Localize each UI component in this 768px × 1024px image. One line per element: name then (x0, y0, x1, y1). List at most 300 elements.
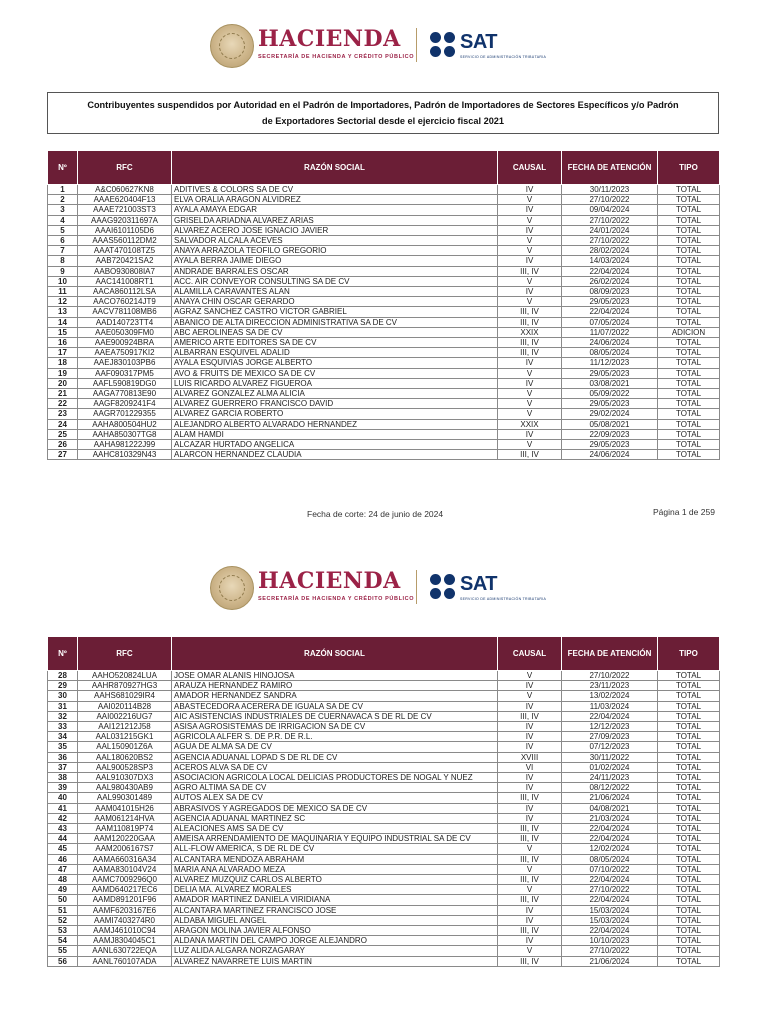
table-row (48, 926, 720, 936)
cell-rfc: AAMF6203167E6 (78, 905, 172, 915)
report-title-line2: de Exportadores Sectorial desde el ejercicio fiscal 2021 (261, 116, 505, 126)
cell-causal: IV (498, 813, 562, 823)
table-row (48, 358, 720, 368)
cell-no: 54 (48, 936, 78, 946)
table-row (48, 287, 720, 297)
mexico-seal-icon (210, 566, 254, 610)
cell-no: 40 (48, 793, 78, 803)
table-row (48, 915, 720, 925)
table-row (48, 711, 720, 721)
cell-rfc: AAMC7009296Q0 (78, 875, 172, 885)
cell-causal: III, IV (498, 266, 562, 276)
cell-razon: ANAYA ARRAZOLA TEOFILO GREGORIO (172, 246, 498, 256)
cell-tipo: TOTAL (658, 389, 720, 399)
col-header-fecha: FECHA DE ATENCIÓN (562, 637, 658, 671)
cell-causal: III, IV (498, 307, 562, 317)
cell-fecha: 08/12/2022 (562, 783, 658, 793)
cell-fecha: 09/04/2024 (562, 205, 658, 215)
cell-razon: AGUA DE ALMA SA DE CV (172, 742, 498, 752)
cell-rfc: AAI020114B28 (78, 701, 172, 711)
cell-no: 17 (48, 348, 78, 358)
suspended-taxpayers-table-page1 (47, 150, 720, 460)
cell-causal: IV (498, 915, 562, 925)
cell-tipo: TOTAL (658, 348, 720, 358)
cell-causal: IV (498, 722, 562, 732)
cell-fecha: 24/06/2024 (562, 338, 658, 348)
cell-no: 5 (48, 225, 78, 235)
cell-fecha: 27/10/2022 (562, 885, 658, 895)
page2-logo-bar (0, 562, 768, 622)
cell-razon: ANDRADE BARRALES OSCAR (172, 266, 498, 276)
cell-tipo: TOTAL (658, 215, 720, 225)
cell-fecha: 08/05/2024 (562, 348, 658, 358)
cell-fecha: 24/01/2024 (562, 225, 658, 235)
cell-no: 49 (48, 885, 78, 895)
cell-razon: ALAM HAMDI (172, 429, 498, 439)
cell-no: 16 (48, 338, 78, 348)
table-row (48, 803, 720, 813)
cell-fecha: 07/10/2022 (562, 864, 658, 874)
cell-rfc: AAD140723TT4 (78, 317, 172, 327)
table-row (48, 215, 720, 225)
col-header-razon: RAZÓN SOCIAL (172, 637, 498, 671)
cell-causal: IV (498, 429, 562, 439)
table-row (48, 429, 720, 439)
suspended-taxpayers-table-page2 (47, 636, 720, 967)
cell-rfc: AAMA660316A34 (78, 854, 172, 864)
table-row (48, 946, 720, 956)
cell-tipo: TOTAL (658, 338, 720, 348)
cell-razon: ALEJANDRO ALBERTO ALVARADO HERNANDEZ (172, 419, 498, 429)
table-row (48, 681, 720, 691)
cell-causal: V (498, 368, 562, 378)
cell-causal: III, IV (498, 834, 562, 844)
cell-causal: V (498, 844, 562, 854)
col-header-rfc: RFC (78, 151, 172, 185)
cell-no: 21 (48, 389, 78, 399)
cell-fecha: 29/05/2023 (562, 297, 658, 307)
cell-rfc: AAL900528SP3 (78, 762, 172, 772)
cell-rfc: AAM110819P74 (78, 824, 172, 834)
cell-fecha: 29/05/2023 (562, 399, 658, 409)
table-row (48, 864, 720, 874)
cell-tipo: TOTAL (658, 256, 720, 266)
table-row (48, 956, 720, 966)
cell-razon: ASOCIACION AGRICOLA LOCAL DELICIAS PRODUCTORES DE NOGAL Y NUEZ (172, 773, 498, 783)
cell-fecha: 22/04/2024 (562, 895, 658, 905)
cell-tipo: TOTAL (658, 287, 720, 297)
cell-causal: III, IV (498, 956, 562, 966)
cell-no: 12 (48, 297, 78, 307)
table-row (48, 450, 720, 460)
cell-causal: V (498, 276, 562, 286)
cell-rfc: AACO760214JT9 (78, 297, 172, 307)
table-row (48, 671, 720, 681)
logo-divider (416, 28, 417, 62)
cell-causal: IV (498, 936, 562, 946)
table-row (48, 813, 720, 823)
cell-causal: IV (498, 681, 562, 691)
cell-rfc: A&C060627KN8 (78, 185, 172, 195)
cell-no: 3 (48, 205, 78, 215)
cell-rfc: AAM041015H26 (78, 803, 172, 813)
cell-tipo: TOTAL (658, 813, 720, 823)
cell-tipo: TOTAL (658, 936, 720, 946)
cell-fecha: 27/10/2022 (562, 946, 658, 956)
cell-causal: V (498, 885, 562, 895)
hacienda-title: HACIENDA (258, 568, 401, 594)
sat-subtitle: SERVICIO DE ADMINISTRACIÓN TRIBUTARIA (460, 597, 547, 601)
cell-razon: AMADOR HERNANDEZ SANDRA (172, 691, 498, 701)
table-row (48, 185, 720, 195)
cell-fecha: 12/12/2023 (562, 722, 658, 732)
cell-fecha: 12/02/2024 (562, 844, 658, 854)
col-header-no: Nº (48, 151, 78, 185)
cell-no: 11 (48, 287, 78, 297)
cell-razon: ARAGON MOLINA JAVIER ALFONSO (172, 926, 498, 936)
cell-razon: AGRO ALTIMA SA DE CV (172, 783, 498, 793)
cell-rfc: AAHA850307TG8 (78, 429, 172, 439)
cell-tipo: TOTAL (658, 225, 720, 235)
col-header-causal: CAUSAL (498, 151, 562, 185)
cell-razon: ARAUZA HERNANDEZ RAMIRO (172, 681, 498, 691)
cell-fecha: 22/04/2024 (562, 926, 658, 936)
cell-no: 56 (48, 956, 78, 966)
cell-rfc: AAHR870927HG3 (78, 681, 172, 691)
cell-rfc: AAMJ8304045C1 (78, 936, 172, 946)
cell-causal: V (498, 236, 562, 246)
cell-no: 34 (48, 732, 78, 742)
hacienda-subtitle: SECRETARÍA DE HACIENDA Y CRÉDITO PÚBLICO (258, 54, 415, 60)
cell-fecha: 01/02/2024 (562, 762, 658, 772)
cell-rfc: AAI002216UG7 (78, 711, 172, 721)
cell-no: 41 (48, 803, 78, 813)
cell-tipo: TOTAL (658, 440, 720, 450)
cell-no: 26 (48, 440, 78, 450)
cell-fecha: 22/04/2024 (562, 266, 658, 276)
page1-logo-bar (0, 20, 768, 80)
cell-razon: ALAMILLA CARAVANTES ALAN (172, 287, 498, 297)
cell-fecha: 21/06/2024 (562, 956, 658, 966)
table-row (48, 834, 720, 844)
cell-fecha: 29/05/2023 (562, 440, 658, 450)
cell-causal: IV (498, 742, 562, 752)
table-row (48, 701, 720, 711)
cell-fecha: 21/06/2024 (562, 793, 658, 803)
col-header-razon: RAZÓN SOCIAL (172, 151, 498, 185)
cell-razon: AMERICO ARTE EDITORES SA DE CV (172, 338, 498, 348)
cell-razon: ASISA AGROSISTEMAS DE IRRIGACION SA DE CV (172, 722, 498, 732)
cell-causal: V (498, 409, 562, 419)
table-row (48, 297, 720, 307)
col-header-tipo: TIPO (658, 637, 720, 671)
cell-tipo: TOTAL (658, 701, 720, 711)
cell-no: 15 (48, 327, 78, 337)
cell-no: 28 (48, 671, 78, 681)
table-row (48, 722, 720, 732)
hacienda-title: HACIENDA (258, 26, 401, 52)
cell-tipo: TOTAL (658, 732, 720, 742)
cell-no: 47 (48, 864, 78, 874)
cell-tipo: TOTAL (658, 752, 720, 762)
cell-causal: III, IV (498, 895, 562, 905)
cell-rfc: AAAG920311697A (78, 215, 172, 225)
cell-fecha: 24/06/2024 (562, 450, 658, 460)
cell-razon: AIC ASISTENCIAS INDUSTRIALES DE CUERNAVACA S DE RL DE CV (172, 711, 498, 721)
cell-fecha: 28/02/2024 (562, 246, 658, 256)
table-row (48, 368, 720, 378)
cell-razon: ABASTECEDORA ACERERA DE IGUALA SA DE CV (172, 701, 498, 711)
cell-fecha: 27/10/2022 (562, 215, 658, 225)
cell-razon: ALVAREZ ACERO JOSE IGNACIO JAVIER (172, 225, 498, 235)
cell-rfc: AAEA750917KI2 (78, 348, 172, 358)
cell-razon: GRISELDA ARIADNA ALVAREZ ARIAS (172, 215, 498, 225)
table-row (48, 419, 720, 429)
cell-rfc: AACV781108MB6 (78, 307, 172, 317)
cell-rfc: AAMD640217EC6 (78, 885, 172, 895)
cell-rfc: AAM120220GAA (78, 834, 172, 844)
table-row (48, 266, 720, 276)
cell-tipo: TOTAL (658, 844, 720, 854)
cell-tipo: TOTAL (658, 358, 720, 368)
cell-razon: ACEROS ALVA SA DE CV (172, 762, 498, 772)
cell-razon: ELVA ORALIA ARAGON ALVIDREZ (172, 195, 498, 205)
cell-fecha: 22/04/2024 (562, 824, 658, 834)
cell-rfc: AAL180620BS2 (78, 752, 172, 762)
cell-rfc: AAHS681029IR4 (78, 691, 172, 701)
cell-rfc: AAGR701229355 (78, 409, 172, 419)
cell-rfc: AAE050309FM0 (78, 327, 172, 337)
cell-no: 35 (48, 742, 78, 752)
cell-rfc: AAM061214HVA (78, 813, 172, 823)
cell-fecha: 29/05/2023 (562, 368, 658, 378)
cell-causal: IV (498, 225, 562, 235)
cell-tipo: TOTAL (658, 236, 720, 246)
table-row (48, 691, 720, 701)
cell-tipo: TOTAL (658, 317, 720, 327)
cell-tipo: TOTAL (658, 399, 720, 409)
col-header-fecha: FECHA DE ATENCIÓN (562, 151, 658, 185)
cell-tipo: TOTAL (658, 854, 720, 864)
cell-no: 37 (48, 762, 78, 772)
table-row (48, 824, 720, 834)
cell-causal: XXIX (498, 419, 562, 429)
cell-no: 32 (48, 711, 78, 721)
cell-tipo: TOTAL (658, 419, 720, 429)
cell-no: 14 (48, 317, 78, 327)
cell-tipo: TOTAL (658, 368, 720, 378)
cell-tipo: TOTAL (658, 671, 720, 681)
table-row (48, 256, 720, 266)
cell-tipo: TOTAL (658, 307, 720, 317)
cell-fecha: 10/10/2023 (562, 936, 658, 946)
cell-fecha: 22/09/2023 (562, 429, 658, 439)
cell-no: 29 (48, 681, 78, 691)
cell-razon: ALARCON HERNANDEZ CLAUDIA (172, 450, 498, 460)
cell-razon: ACC. AIR CONVEYOR CONSULTING SA DE CV (172, 276, 498, 286)
table-row (48, 348, 720, 358)
cell-no: 24 (48, 419, 78, 429)
cell-causal: III, IV (498, 875, 562, 885)
cell-razon: ABRASIVOS Y AGREGADOS DE MEXICO SA DE CV (172, 803, 498, 813)
cell-fecha: 08/05/2024 (562, 854, 658, 864)
cell-fecha: 11/03/2024 (562, 701, 658, 711)
cell-tipo: TOTAL (658, 378, 720, 388)
cell-tipo: TOTAL (658, 722, 720, 732)
cell-razon: ALCANTARA MENDOZA ABRAHAM (172, 854, 498, 864)
cell-rfc: AAHA800504HU2 (78, 419, 172, 429)
cell-causal: IV (498, 256, 562, 266)
cell-fecha: 05/08/2021 (562, 419, 658, 429)
cell-no: 53 (48, 926, 78, 936)
cell-causal: V (498, 864, 562, 874)
cell-fecha: 27/10/2022 (562, 195, 658, 205)
cell-rfc: AAB720421SA2 (78, 256, 172, 266)
cell-rfc: AAAT470108TZ5 (78, 246, 172, 256)
cell-tipo: TOTAL (658, 885, 720, 895)
cell-tipo: TOTAL (658, 450, 720, 460)
cell-causal: V (498, 671, 562, 681)
cell-tipo: TOTAL (658, 297, 720, 307)
cell-rfc: AAI121212J58 (78, 722, 172, 732)
table-row (48, 895, 720, 905)
cell-no: 18 (48, 358, 78, 368)
cell-tipo: TOTAL (658, 824, 720, 834)
cell-razon: ALVAREZ MUZQUIZ CARLOS ALBERTO (172, 875, 498, 885)
cell-tipo: TOTAL (658, 185, 720, 195)
cell-tipo: TOTAL (658, 276, 720, 286)
cell-no: 48 (48, 875, 78, 885)
cell-razon: ALDABA MIGUEL ANGEL (172, 915, 498, 925)
cell-causal: IV (498, 905, 562, 915)
cell-causal: III, IV (498, 926, 562, 936)
cell-razon: JOSE OMAR ALANIS HINOJOSA (172, 671, 498, 681)
cell-tipo: TOTAL (658, 195, 720, 205)
cell-rfc: AAEJ830103PB6 (78, 358, 172, 368)
cell-tipo: TOTAL (658, 803, 720, 813)
table-row (48, 378, 720, 388)
cell-razon: DELIA MA. ALVAREZ MORALES (172, 885, 498, 895)
cell-fecha: 27/09/2023 (562, 732, 658, 742)
cell-no: 39 (48, 783, 78, 793)
cell-tipo: ADICION (658, 327, 720, 337)
cell-no: 13 (48, 307, 78, 317)
cell-causal: IV (498, 287, 562, 297)
cell-tipo: TOTAL (658, 875, 720, 885)
cell-razon: AYALA AMAYA EDGAR (172, 205, 498, 215)
col-header-causal: CAUSAL (498, 637, 562, 671)
cell-no: 36 (48, 752, 78, 762)
table-row (48, 752, 720, 762)
logo-divider (416, 570, 417, 604)
cell-rfc: AANL630722EQA (78, 946, 172, 956)
cell-no: 51 (48, 905, 78, 915)
cell-no: 7 (48, 246, 78, 256)
cell-rfc: AAGA770813E90 (78, 389, 172, 399)
cell-rfc: AAGF8209241F4 (78, 399, 172, 409)
cell-tipo: TOTAL (658, 773, 720, 783)
page-number-label: Página 1 de 259 (653, 507, 715, 517)
cell-tipo: TOTAL (658, 793, 720, 803)
cell-rfc: AAHA981222J99 (78, 440, 172, 450)
col-header-rfc: RFC (78, 637, 172, 671)
cell-causal: III, IV (498, 317, 562, 327)
cell-no: 4 (48, 215, 78, 225)
cell-no: 50 (48, 895, 78, 905)
cell-no: 6 (48, 236, 78, 246)
cell-fecha: 23/11/2023 (562, 681, 658, 691)
cell-rfc: AAL910307DX3 (78, 773, 172, 783)
table-row (48, 885, 720, 895)
cell-causal: IV (498, 378, 562, 388)
table-row (48, 936, 720, 946)
cell-tipo: TOTAL (658, 681, 720, 691)
cell-rfc: AAFL590819DG0 (78, 378, 172, 388)
cell-tipo: TOTAL (658, 905, 720, 915)
table-row (48, 399, 720, 409)
table-row (48, 875, 720, 885)
cell-no: 33 (48, 722, 78, 732)
cell-rfc: AAL150901Z6A (78, 742, 172, 752)
cell-razon: AGRICOLA ALFER S. DE P.R. DE R.L. (172, 732, 498, 742)
cell-fecha: 07/12/2023 (562, 742, 658, 752)
cell-rfc: AAM2006167S7 (78, 844, 172, 854)
cell-razon: AYALA BERRA JAIME DIEGO (172, 256, 498, 266)
cell-rfc: AAAS560112DM2 (78, 236, 172, 246)
cell-rfc: AAC141008RT1 (78, 276, 172, 286)
cell-razon: AGENCIA ADUANAL MARTINEZ SC (172, 813, 498, 823)
cell-razon: LUIS RICARDO ALVAREZ FIGUEROA (172, 378, 498, 388)
cell-razon: MARIA ANA ALVARADO MEZA (172, 864, 498, 874)
cell-no: 52 (48, 915, 78, 925)
cell-fecha: 26/02/2024 (562, 276, 658, 286)
cell-no: 31 (48, 701, 78, 711)
cell-rfc: AAMI7403274R0 (78, 915, 172, 925)
cell-fecha: 22/04/2024 (562, 711, 658, 721)
cell-causal: III, IV (498, 824, 562, 834)
table-row (48, 389, 720, 399)
table-row (48, 762, 720, 772)
report-title (47, 92, 719, 134)
cell-fecha: 15/03/2024 (562, 905, 658, 915)
cell-razon: ALBARRAN ESQUIVEL ADALID (172, 348, 498, 358)
table-row (48, 246, 720, 256)
cell-razon: LUZ ALIDA ALGARA NORZAGARAY (172, 946, 498, 956)
cell-causal: V (498, 195, 562, 205)
cell-tipo: TOTAL (658, 691, 720, 701)
cell-fecha: 30/11/2023 (562, 185, 658, 195)
cell-fecha: 08/09/2023 (562, 287, 658, 297)
cell-no: 44 (48, 834, 78, 844)
cell-no: 22 (48, 399, 78, 409)
cell-rfc: AAMJ461010C94 (78, 926, 172, 936)
cell-razon: AMADOR MARTINEZ DANIELA VIRIDIANA (172, 895, 498, 905)
cell-tipo: TOTAL (658, 409, 720, 419)
table-row (48, 409, 720, 419)
cell-causal: IV (498, 358, 562, 368)
cell-tipo: TOTAL (658, 205, 720, 215)
cell-no: 45 (48, 844, 78, 854)
cell-razon: ALCAZAR HURTADO ANGELICA (172, 440, 498, 450)
table-row (48, 338, 720, 348)
cell-fecha: 05/09/2022 (562, 389, 658, 399)
cell-tipo: TOTAL (658, 762, 720, 772)
cell-rfc: AAL980430AB9 (78, 783, 172, 793)
cell-tipo: TOTAL (658, 783, 720, 793)
cell-razon: AMEISA ARRENDAMIENTO DE MAQUINARIA Y EQUIPO INDUSTRIAL SA DE CV (172, 834, 498, 844)
cell-razon: ABC AEROLINEAS SA DE CV (172, 327, 498, 337)
cell-fecha: 13/02/2024 (562, 691, 658, 701)
